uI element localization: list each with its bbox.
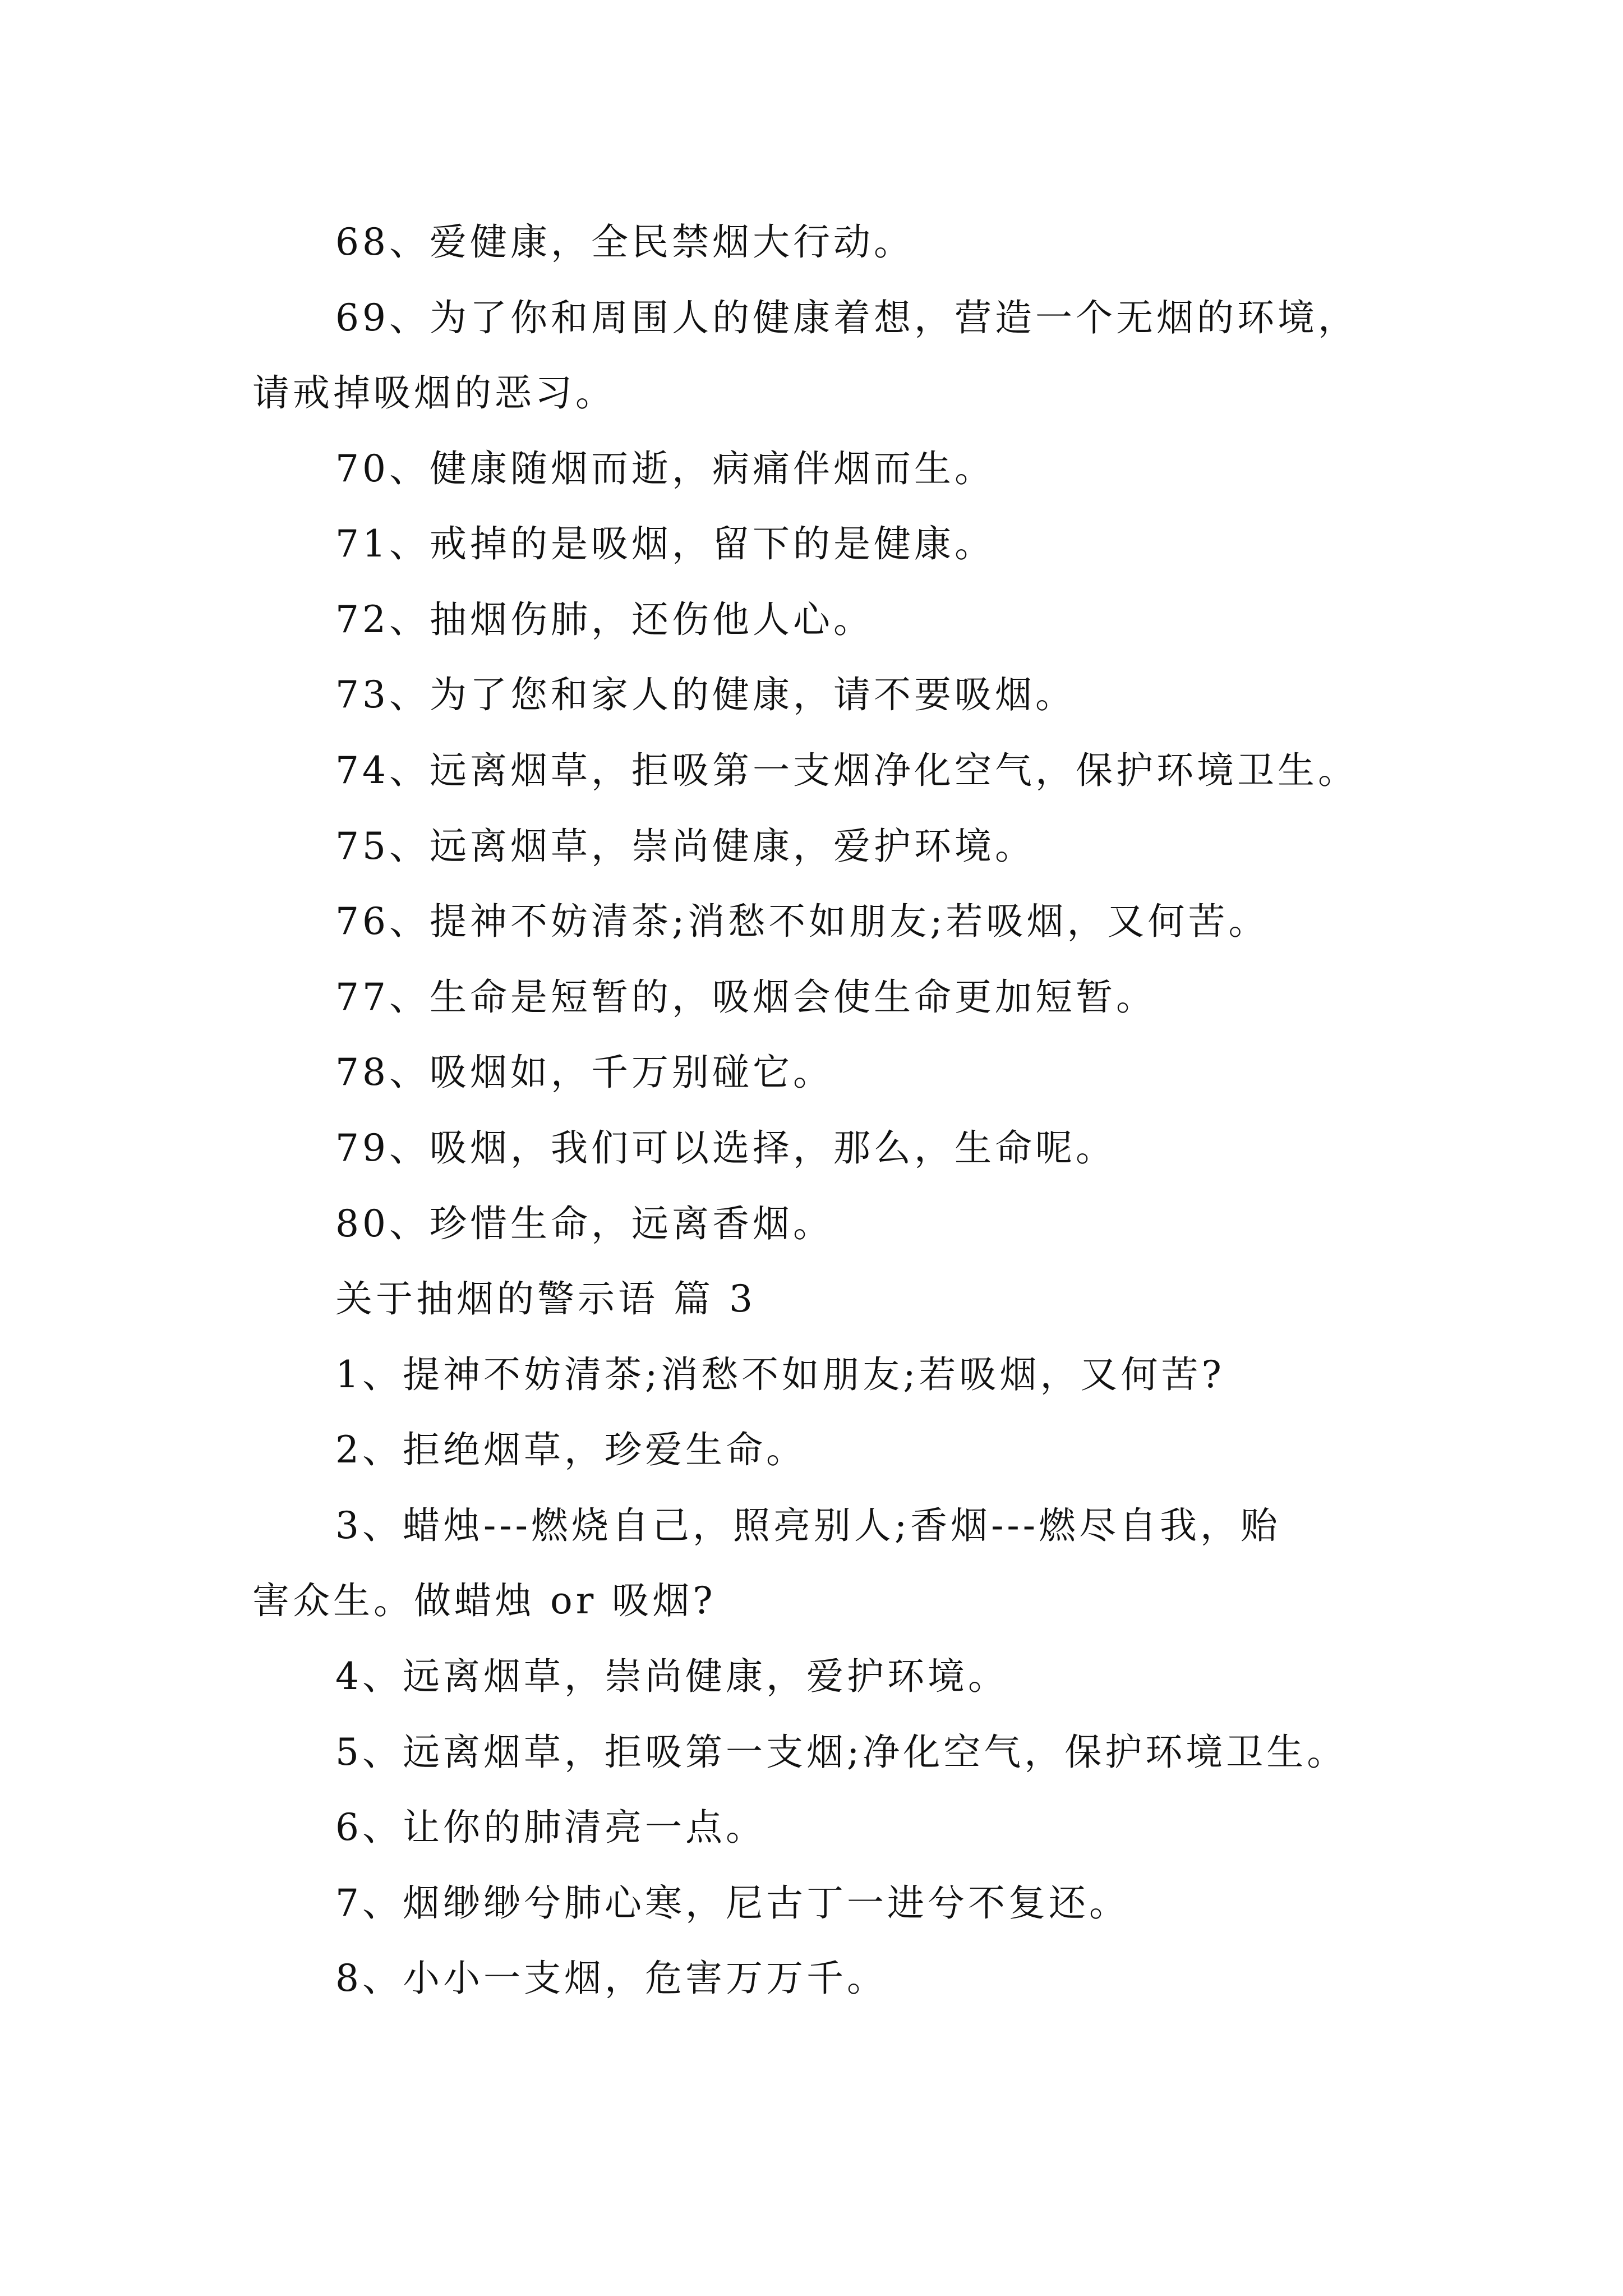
text-line: 77、生命是短暂的，吸烟会使生命更加短暂。 [335, 976, 1156, 1019]
text-line: 7、烟缈缈兮肺心寒，尼古丁一进兮不复还。 [335, 1881, 1129, 1925]
text-line: 1、提神不妨清茶;消愁不如朋友;若吸烟，又何苦? [335, 1353, 1225, 1396]
text-line: 72、抽烟伤肺，还伤他人心。 [335, 598, 874, 641]
text-line: 6、让你的肺清亮一点。 [335, 1806, 766, 1849]
text-line: 害众生。做蜡烛 or 吸烟? [252, 1579, 716, 1622]
text-line: 74、远离烟草，拒吸第一支烟净化空气，保护环境卫生。 [335, 749, 1358, 792]
text-line: 4、远离烟草，崇尚健康，爱护环境。 [335, 1655, 1008, 1698]
text-line: 70、健康随烟而逝，病痛伴烟而生。 [335, 447, 995, 490]
text-line: 2、拒绝烟草，珍爱生命。 [335, 1428, 806, 1471]
text-line: 79、吸烟，我们可以选择，那么，生命呢。 [335, 1126, 1116, 1170]
text-line: 73、为了您和家人的健康，请不要吸烟。 [335, 673, 1076, 716]
section-heading: 关于抽烟的警示语 篇 3 [335, 1277, 756, 1320]
text-line: 8、小小一支烟，危害万万千。 [335, 1957, 887, 2000]
text-line: 75、远离烟草，崇尚健康，爱护环境。 [335, 825, 1035, 868]
text-line: 69、为了你和周围人的健康着想，营造一个无烟的环境， [335, 296, 1358, 339]
text-line: 76、提神不妨清茶;消愁不如朋友;若吸烟，又何苦。 [335, 900, 1269, 943]
text-line: 68、爱健康，全民禁烟大行动。 [335, 220, 914, 264]
text-line: 5、远离烟草，拒吸第一支烟;净化空气，保护环境卫生。 [335, 1731, 1348, 1774]
text-line: 3、蜡烛---燃烧自己，照亮别人;香烟---燃尽自我，贻 [335, 1504, 1281, 1547]
text-line: 71、戒掉的是吸烟，留下的是健康。 [335, 522, 995, 565]
text-line: 80、珍惜生命，远离香烟。 [335, 1202, 833, 1245]
text-line: 78、吸烟如，千万别碰它。 [335, 1051, 833, 1094]
text-line: 请戒掉吸烟的恶习。 [252, 371, 616, 415]
